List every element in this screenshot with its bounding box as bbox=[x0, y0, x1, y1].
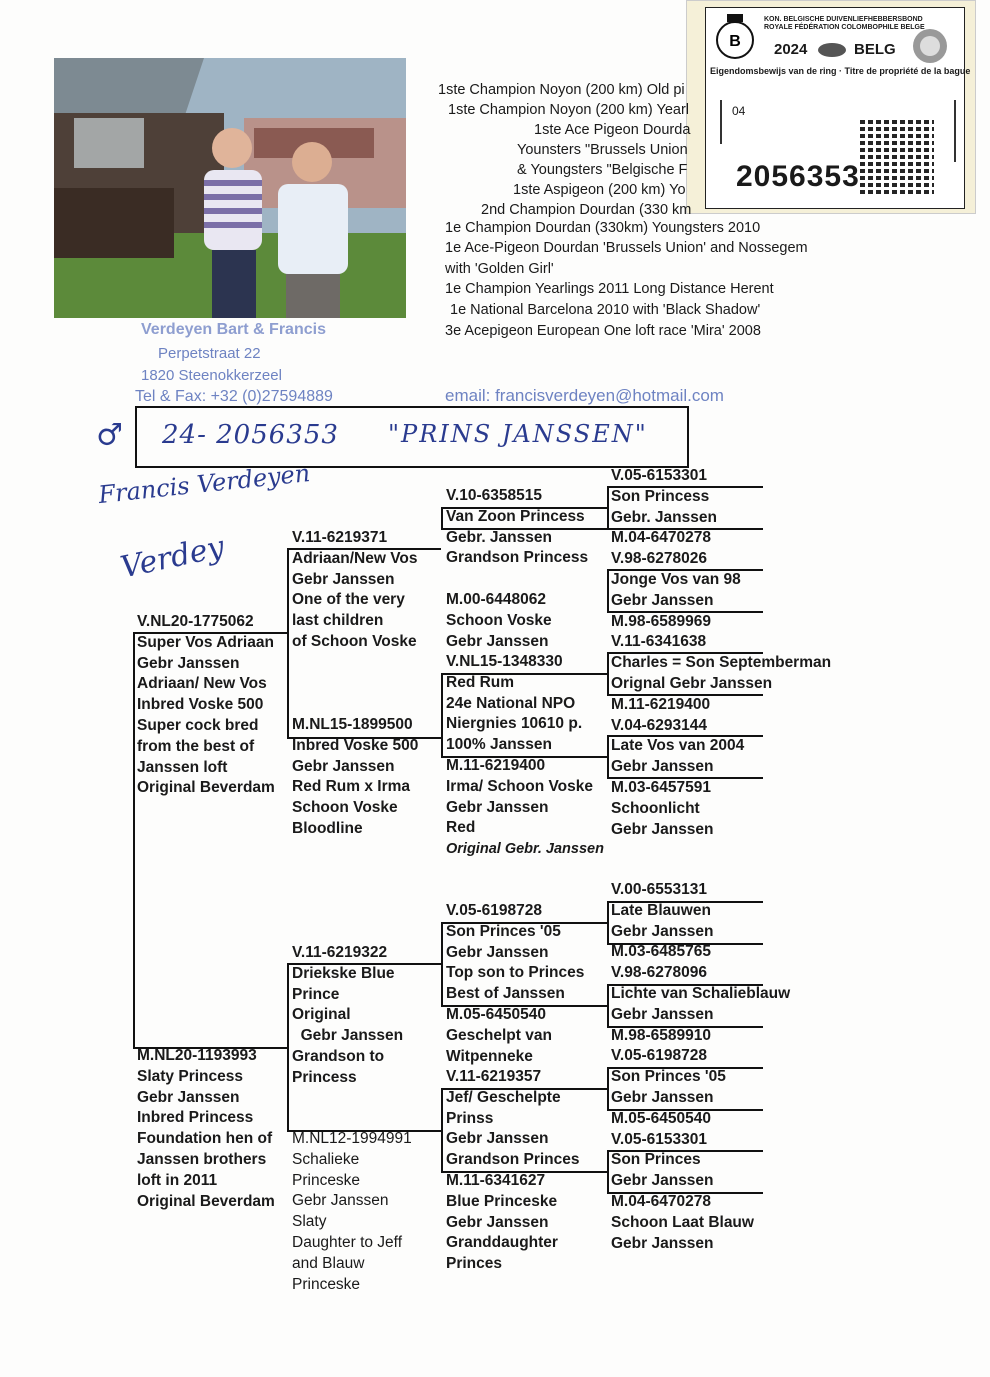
gen3-block-h: M.11-6341627 Blue Princeske Gebr Janssen Granddaughter Princes bbox=[446, 1172, 558, 1273]
pedigree-bracket bbox=[287, 963, 289, 1131]
achievement-6: 1ste Aspigeon (200 km) Yo bbox=[513, 182, 686, 198]
pedigree-bracket bbox=[607, 569, 609, 611]
gen2-sire-sire-block: V.11-6219371 Adriaan/New Vos Gebr Janssen One of the very last children of Schoon Voske bbox=[292, 529, 418, 650]
pedigree-bracket bbox=[607, 652, 609, 694]
achievement-9: 1e Ace-Pigeon Dourdan 'Brussels Union' and Nossegem bbox=[445, 240, 808, 256]
owner-city: 1820 Steenokkerzeel bbox=[141, 367, 282, 384]
pedigree-bracket bbox=[607, 735, 609, 777]
pedigree-bracket bbox=[441, 922, 443, 1006]
ring-country: BELG bbox=[854, 41, 896, 58]
pedigree-bracket bbox=[607, 1067, 609, 1109]
achievement-10: with 'Golden Girl' bbox=[445, 261, 554, 277]
handwritten-ring: 24- 2056353 bbox=[162, 420, 339, 450]
owner-street: Perpetstraat 22 bbox=[158, 345, 261, 362]
pedigree-bracket bbox=[441, 1088, 443, 1172]
gen3-block-a: V.10-6358515 Van Zoon Princess Gebr. Janssen Grandson Princess bbox=[446, 487, 589, 567]
gen3-block-g: V.11-6219357 Jef/ Geschelpte Prinss Gebr Janssen Grandson Princes bbox=[446, 1068, 580, 1169]
pedigree-main-bracket bbox=[133, 632, 135, 1048]
gen3-block-b: M.00-6448062 Schoon Voske Gebr Janssen bbox=[446, 591, 552, 650]
qr-code-icon bbox=[860, 120, 934, 194]
achievement-3: 1ste Ace Pigeon Dourda bbox=[534, 122, 691, 138]
ring-prefix: 04 bbox=[732, 104, 746, 118]
ring-ownership-card bbox=[686, 0, 976, 214]
ring-year: 2024 bbox=[774, 41, 808, 58]
ring-org-text: KON. BELGISCHE DUIVENLIEFHEBBERSBOND ROYALE FÉDÉRATION COLOMBOPHILE BELGE bbox=[764, 16, 925, 31]
globe-emblem-icon bbox=[902, 26, 958, 66]
pedigree-bracket bbox=[441, 673, 443, 757]
svg-text:B: B bbox=[729, 33, 741, 50]
owner-tel: Tel & Fax: +32 (0)27594889 bbox=[135, 388, 333, 405]
gen2-sire-dam-block: M.NL15-1899500 Inbred Voske 500 Gebr Janssen Red Rum x Irma Schoon Voske Bloodline bbox=[292, 716, 419, 837]
gen4-column-bottom: V.00-6553131 Late Blauwen Gebr Janssen M.03-6485765 V.98-6278096 Lichte van Schalieblauw Gebr Janssen M.98-6589910 V.05-6198728 Son Princes '05 Gebr Janssen M.05-6450540 V.05-6153301 Son Princes Gebr Janssen M.04-6470278 Schoon Laat Blauw Gebr Janssen bbox=[611, 881, 791, 1252]
signature-2: Verdey bbox=[117, 529, 228, 586]
owners-photo bbox=[54, 58, 406, 318]
achievement-2: 1ste Champion Noyon (200 km) Yearl bbox=[448, 102, 689, 118]
achievement-1: 1ste Champion Noyon (200 km) Old pi bbox=[438, 82, 685, 98]
subject-sire-block: V.NL20-1775062 Super Vos Adriaan Gebr Janssen Adriaan/ New Vos Inbred Voske 500 Super cock bred from the best of Janssen loft Original Beverdam bbox=[137, 613, 275, 797]
pedigree-bracket bbox=[287, 548, 289, 738]
sex-symbol: ♂ bbox=[96, 418, 123, 453]
achievement-5: & Youngsters "Belgische F bbox=[517, 162, 688, 178]
gen3-block-c: V.NL15-1348330 Red Rum 24e National NPO Niergnies 10610 p. 100% Janssen bbox=[446, 653, 583, 754]
achievement-4: Younsters "Brussels Union bbox=[517, 142, 688, 158]
gen3-block-f: M.05-6450540 Geschelpt van Witpenneke bbox=[446, 1006, 552, 1065]
gen2-dam-dam-block: M.NL12-1994991 Schalieke Princeske Gebr Janssen Slaty Daughter to Jeff and Blauw Princeske bbox=[292, 1130, 412, 1293]
ring-slot-right bbox=[954, 100, 956, 162]
federation-logo bbox=[710, 12, 760, 62]
achievement-11: 1e Champion Yearlings 2011 Long Distance Herent bbox=[445, 281, 774, 297]
gen2-dam-sire-block: V.11-6219322 Driekske Blue Prince Original Gebr Janssen Grandson to Princess bbox=[292, 944, 404, 1086]
achievement-13: 3e Acepigeon European One loft race 'Mira' 2008 bbox=[445, 323, 761, 339]
pigeon-emblem-icon bbox=[814, 38, 850, 60]
owner-email: email: francisverdeyen@hotmail.com bbox=[445, 386, 724, 405]
achievement-7: 2nd Champion Dourdan (330 km bbox=[481, 202, 692, 218]
handwritten-pigeon-name: "PRINS JANSSEN" bbox=[388, 420, 648, 448]
ring-ownership-text: Eigendomsbewijs van de ring · Titre de propriété de la bague bbox=[710, 66, 971, 76]
gen3-block-e: V.05-6198728 Son Princes '05 Gebr Janssen Top son to Princes Best of Janssen bbox=[446, 902, 585, 1003]
pedigree-bracket bbox=[607, 984, 609, 1026]
achievement-8: 1e Champion Dourdan (330km) Youngsters 2010 bbox=[445, 220, 761, 236]
gen4-column-top: V.05-6153301 Son Princess Gebr. Janssen M.04-6470278 V.98-6278026 Jonge Vos van 98 Gebr Janssen M.98-6589969 V.11-6341638 Charles = Son Septemberman Orignal Gebr Janssen M.11-6219400 V.04-6293144 Late Vos van 2004 Gebr Janssen M.03-6457591 Schoonlicht Gebr Janssen bbox=[611, 467, 832, 838]
ring-number: 2056353 bbox=[736, 160, 860, 193]
pedigree-bracket bbox=[607, 486, 609, 528]
pedigree-bracket bbox=[441, 507, 443, 529]
subject-dam-block: M.NL20-1193993 Slaty Princess Gebr Janssen Inbred Princess Foundation hen of Janssen brothers loft in 2011 Original Beverdam bbox=[137, 1047, 275, 1210]
ring-slot-left bbox=[720, 100, 722, 144]
signature-1: Francis Verdeyen bbox=[97, 458, 312, 510]
gen3-block-d: M.11-6219400 Irma/ Schoon Voske Gebr Janssen Red Original Gebr. Janssen bbox=[446, 757, 604, 858]
achievement-12: 1e National Barcelona 2010 with 'Black Shadow' bbox=[450, 302, 761, 318]
pedigree-bracket bbox=[607, 1150, 609, 1192]
pedigree-bracket bbox=[607, 901, 609, 943]
owner-name: Verdeyen Bart & Francis bbox=[141, 321, 326, 338]
